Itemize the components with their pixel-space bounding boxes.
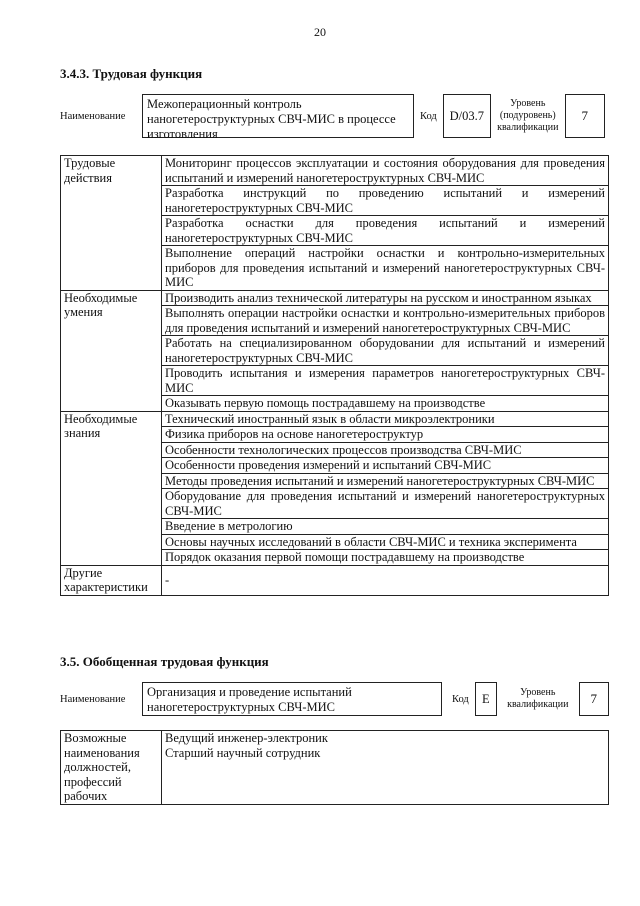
row-item: Выполнение операций настройки оснастки и контрольно-измерительных приборов для проведения испытаний и измерений наногетероструктурных СВЧ-МИС bbox=[162, 246, 609, 291]
level-label: Уровень (подуровень) квалификации bbox=[497, 98, 559, 133]
row-item: - bbox=[162, 565, 609, 595]
row-item: Методы проведения испытаний и измерений наногетероструктурных СВЧ-МИС bbox=[162, 473, 609, 489]
code-value: D/03.7 bbox=[443, 94, 491, 138]
name-value: Межоперационный контроль наногетероструктурных СВЧ-МИС в процессе изготовления bbox=[142, 94, 414, 138]
row-item: Разработка оснастки для проведения испытаний и измерений наногетероструктурных СВЧ-МИС bbox=[162, 216, 609, 246]
position-item: Старший научный сотрудник bbox=[165, 745, 321, 760]
code-value: E bbox=[475, 682, 497, 716]
table-row bbox=[61, 290, 609, 306]
row-item: Порядок оказания первой помощи пострадавшему на производстве bbox=[162, 550, 609, 566]
name-label: Наименование bbox=[60, 110, 126, 122]
positions-label: Возможные наименования должностей, профессий рабочих bbox=[61, 731, 162, 805]
section-heading-3-5: 3.5. Обобщенная трудовая функция bbox=[60, 654, 269, 669]
labor-function-table bbox=[60, 155, 609, 596]
generalized-function-name-row bbox=[60, 682, 609, 716]
name-label: Наименование bbox=[60, 693, 126, 705]
table-row bbox=[61, 565, 609, 595]
code-label: Код bbox=[452, 693, 469, 705]
section-heading-3-4-3: 3.4.3. Трудовая функция bbox=[60, 66, 203, 81]
positions-table bbox=[60, 730, 609, 805]
level-value: 7 bbox=[579, 682, 609, 716]
function-name-row bbox=[60, 94, 605, 141]
table-row bbox=[61, 156, 609, 186]
table-row bbox=[61, 411, 609, 427]
row-item: Мониторинг процессов эксплуатации и состояния оборудования для проведения испытаний и измерений наногетероструктурных СВЧ-МИС bbox=[162, 156, 609, 186]
row-group-label: Другие характеристики bbox=[61, 565, 162, 595]
row-item: Оборудование для проведения испытаний и измерений наногетероструктурных СВЧ-МИС bbox=[162, 489, 609, 519]
row-item: Выполнять операции настройки оснастки и контрольно-измерительных приборов для проведения испытаний и измерений наногетероструктурных СВЧ-МИС bbox=[162, 306, 609, 336]
name-value: Организация и проведение испытаний наногетероструктурных СВЧ-МИС bbox=[142, 682, 442, 716]
row-item: Особенности технологических процессов производства СВЧ-МИС bbox=[162, 442, 609, 458]
code-label: Код bbox=[420, 110, 437, 122]
level-label: Уровень квалификации bbox=[507, 687, 569, 710]
positions-value bbox=[162, 731, 609, 805]
row-item: Технический иностранный язык в области микроэлектроники bbox=[162, 411, 609, 427]
level-value: 7 bbox=[565, 94, 605, 138]
row-item: Особенности проведения измерений и испытаний СВЧ-МИС bbox=[162, 458, 609, 474]
row-item: Основы научных исследований в области СВЧ-МИС и техника эксперимента bbox=[162, 534, 609, 550]
row-item: Введение в метрологию bbox=[162, 519, 609, 535]
page-number: 20 bbox=[314, 25, 326, 39]
row-group-label: Необходимые знания bbox=[61, 411, 162, 565]
row-item: Оказывать первую помощь пострадавшему на производстве bbox=[162, 396, 609, 412]
row-group-label: Необходимые умения bbox=[61, 290, 162, 411]
row-item: Проводить испытания и измерения параметров наногетероструктурных СВЧ-МИС bbox=[162, 366, 609, 396]
positions-row bbox=[61, 731, 609, 805]
row-item: Разработка инструкций по проведению испытаний и измерений наногетероструктурных СВЧ-МИС bbox=[162, 186, 609, 216]
row-item: Физика приборов на основе наногетероструктур bbox=[162, 427, 609, 443]
row-item: Работать на специализированном оборудовании для испытаний и измерений наногетероструктурных СВЧ-МИС bbox=[162, 336, 609, 366]
row-item: Производить анализ технической литературы на русском и иностранном языках bbox=[162, 290, 609, 306]
position-item: Ведущий инженер-электроник bbox=[165, 731, 328, 745]
row-group-label: Трудовые действия bbox=[61, 156, 162, 291]
